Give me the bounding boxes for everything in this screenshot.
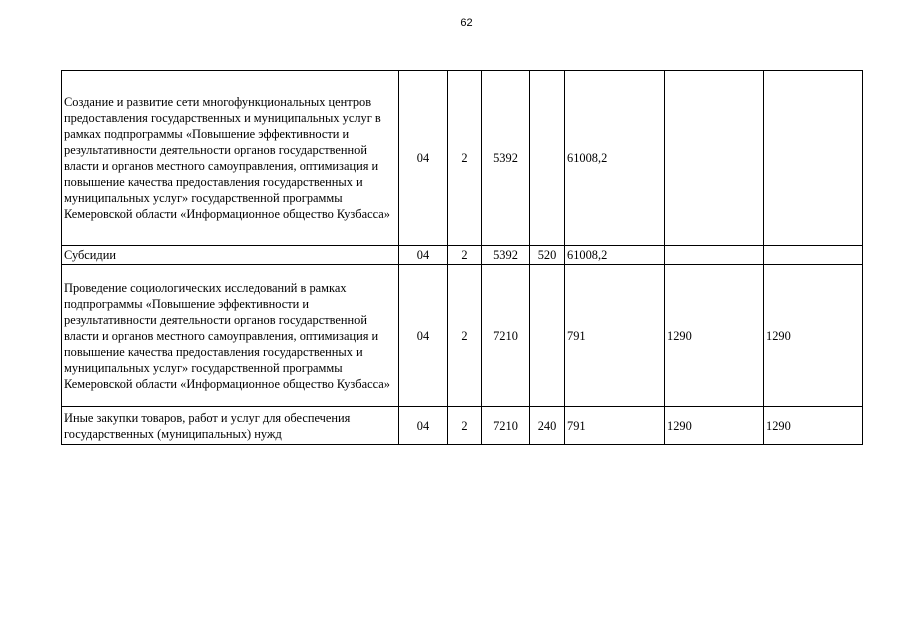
expense-type-cell: 240 [530, 407, 565, 445]
amount-cell-2 [665, 71, 764, 246]
target-code-cell: 5392 [482, 71, 530, 246]
page-number: 62 [460, 17, 473, 29]
table-row [62, 71, 863, 246]
section-cell: 04 [399, 407, 448, 445]
section-cell: 04 [399, 246, 448, 265]
table-row [62, 246, 863, 265]
amount-cell-2: 1290 [665, 407, 764, 445]
section-cell: 04 [399, 265, 448, 407]
amount-cell-1: 61008,2 [565, 71, 665, 246]
row-name: Иные закупки товаров, работ и услуг для обеспечения государственных (муниципальных) нужд [62, 407, 399, 445]
target-code-cell: 5392 [482, 246, 530, 265]
amount-cell-3 [764, 246, 863, 265]
amount-cell-3: 1290 [764, 407, 863, 445]
target-code-cell: 7210 [482, 265, 530, 407]
subsection-cell: 2 [448, 71, 482, 246]
amount-cell-3 [764, 71, 863, 246]
subsection-cell: 2 [448, 407, 482, 445]
table-row [62, 407, 863, 445]
subsection-cell: 2 [448, 246, 482, 265]
row-name: Проведение социологических исследований в рамках подпрограммы «Повышение эффективности и результативности деятельности органов государственной власти и органов местного самоуправления, оптимизация и повышение качества предоставления государственных и муниципальных услуг» государственной программы Кемеровской области «Информационное общество Кузбасса» [62, 265, 399, 407]
expense-type-cell [530, 71, 565, 246]
expense-type-cell [530, 265, 565, 407]
expense-type-cell: 520 [530, 246, 565, 265]
row-name: Субсидии [62, 246, 399, 265]
budget-table [61, 70, 863, 445]
amount-cell-2 [665, 246, 764, 265]
row-name: Создание и развитие сети многофункциональных центров предоставления государственных и муниципальных услуг в рамках подпрограммы «Повышение эффективности и результативности деятельности органов государственной власти и органов местного самоуправления, оптимизация и повышение качества предоставления государственных и муниципальных услуг» государственной программы Кемеровской области «Информационное общество Кузбасса» [62, 71, 399, 246]
subsection-cell: 2 [448, 265, 482, 407]
target-code-cell: 7210 [482, 407, 530, 445]
amount-cell-1: 791 [565, 407, 665, 445]
table-row [62, 265, 863, 407]
amount-cell-2: 1290 [665, 265, 764, 407]
amount-cell-1: 791 [565, 265, 665, 407]
section-cell: 04 [399, 71, 448, 246]
amount-cell-3: 1290 [764, 265, 863, 407]
amount-cell-1: 61008,2 [565, 246, 665, 265]
